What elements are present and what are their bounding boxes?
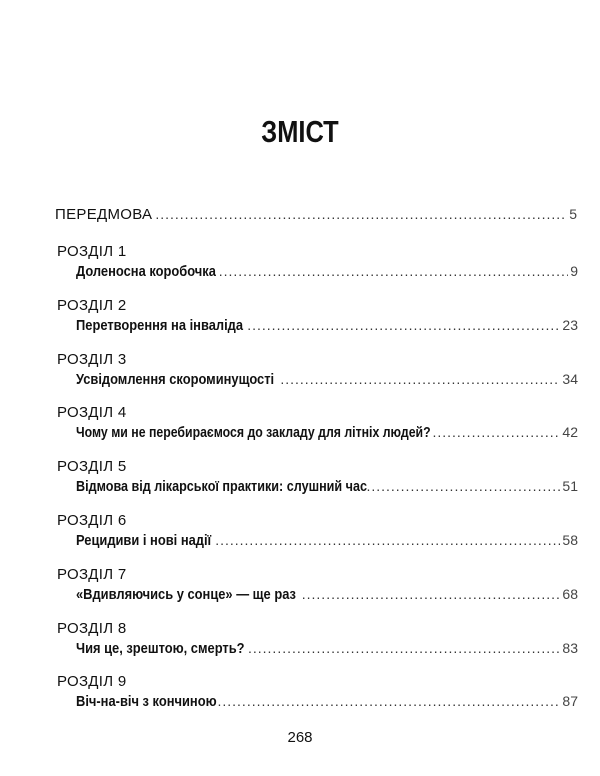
dot-leader — [280, 371, 560, 387]
dot-leader — [217, 693, 560, 709]
dot-leader — [155, 206, 567, 222]
page-title: ЗМІСТ — [261, 114, 339, 149]
toc-entry-chapter-9[interactable] — [76, 693, 578, 710]
toc-entry-chapter-7[interactable] — [76, 586, 578, 603]
chapter-label: РОЗДІЛ 8 — [57, 620, 127, 637]
toc-entry-chapter-8[interactable] — [76, 640, 578, 657]
chapter-page: 9 — [570, 263, 578, 279]
chapter-title: Рецидиви і нові надії — [76, 532, 212, 549]
dot-leader — [248, 640, 560, 656]
toc-entry-chapter-5[interactable] — [76, 478, 578, 495]
chapter-title: Віч-на-віч з кончиною — [76, 693, 217, 710]
toc-entry-chapter-4[interactable] — [76, 424, 578, 441]
dot-leader — [219, 263, 569, 279]
page-number: 268 — [287, 729, 313, 746]
chapter-label: РОЗДІЛ 6 — [57, 512, 127, 529]
toc-entry-chapter-6[interactable] — [76, 532, 578, 549]
dot-leader — [302, 586, 561, 602]
toc-entry-chapter-3[interactable] — [76, 371, 578, 388]
chapter-label: РОЗДІЛ 4 — [57, 404, 127, 421]
chapter-page: 83 — [562, 640, 578, 656]
toc-entry-chapter-1[interactable] — [76, 263, 578, 280]
chapter-page: 34 — [562, 371, 578, 387]
chapter-page: 58 — [562, 532, 578, 548]
chapter-title: «Вдивляючись у сонце» — ще раз — [76, 586, 296, 603]
chapter-title: Перетворення на інваліда — [76, 317, 244, 334]
preface-page: 5 — [569, 206, 577, 222]
chapter-title: Усвідомлення скороминущості — [76, 371, 275, 388]
chapter-label: РОЗДІЛ 5 — [57, 458, 127, 475]
dot-leader — [432, 424, 560, 440]
chapter-label: РОЗДІЛ 9 — [57, 673, 127, 690]
toc-entry-preface[interactable] — [55, 206, 577, 223]
toc-entry-chapter-2[interactable] — [76, 317, 578, 334]
chapter-label: РОЗДІЛ 1 — [57, 243, 127, 260]
chapter-page: 68 — [562, 586, 578, 602]
dot-leader — [247, 317, 560, 333]
chapter-label: РОЗДІЛ 3 — [57, 351, 127, 368]
chapter-title: Чия це, зрештою, смерть? — [76, 640, 245, 657]
chapter-title: Чому ми не перебираємося до закладу для літніх людей? — [76, 424, 431, 441]
chapter-label: РОЗДІЛ 2 — [57, 297, 127, 314]
chapter-title: Доленосна коробочка — [76, 263, 216, 280]
chapter-page: 87 — [562, 693, 578, 709]
dot-leader — [366, 478, 560, 494]
chapter-page: 42 — [562, 424, 578, 440]
chapter-page: 23 — [562, 317, 578, 333]
chapter-label: РОЗДІЛ 7 — [57, 566, 127, 583]
dot-leader — [215, 532, 560, 548]
preface-label: ПЕРЕДМОВА — [55, 206, 153, 223]
chapter-title: Відмова від лікарської практики: слушний час — [76, 478, 368, 495]
chapter-page: 51 — [562, 478, 578, 494]
